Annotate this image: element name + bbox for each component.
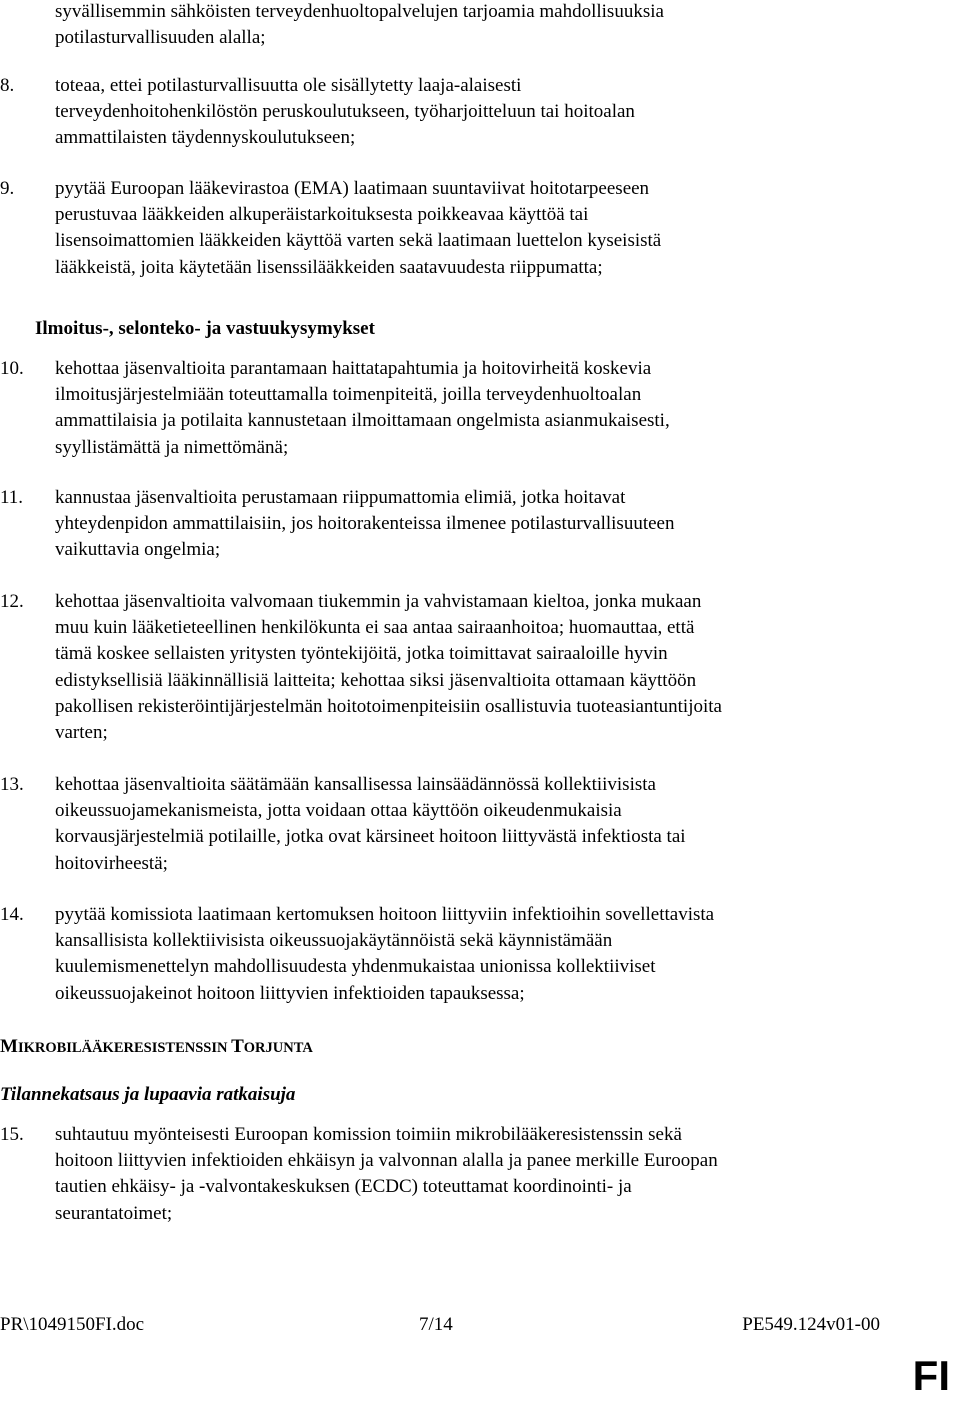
text-line: yhteydenpidon ammattilaisiin, jos hoitorakenteissa ilmenee potilasturvallisuuteen bbox=[55, 513, 675, 535]
paragraph-number: 12. bbox=[0, 591, 24, 612]
paragraph-number: 13. bbox=[0, 774, 24, 795]
paragraph-15 bbox=[0, 1122, 930, 1227]
paragraph-number: 10. bbox=[0, 358, 24, 379]
text-line: lääkkeistä, joita käytetään lisenssilääkkeiden saatavuudesta riippumatta; bbox=[55, 256, 603, 278]
text-line: ilmoitusjärjestelmiään toteuttamalla toimenpiteitä, joilla terveydenhuoltoalan bbox=[55, 384, 642, 406]
text-line: seurantatoimet; bbox=[55, 1202, 173, 1224]
page-footer bbox=[0, 1312, 880, 1338]
text-line: korvausjärjestelmiä potilaille, jotka ovat kärsineet hoitoon liittyvästä infektiosta tai bbox=[55, 826, 686, 848]
subsection-heading: Tilannekatsaus ja lupaavia ratkaisuja bbox=[0, 1084, 296, 1105]
text-line: vaikuttavia ongelmia; bbox=[55, 539, 221, 561]
paragraph-8 bbox=[0, 73, 930, 152]
paragraph-10 bbox=[0, 356, 930, 461]
paragraph-12 bbox=[0, 589, 930, 746]
text-line: tämä koskee sellaisten yritysten työntekijöitä, jotka toimittavat sairaaloille hyvin bbox=[55, 643, 668, 665]
paragraph-number: 8. bbox=[0, 75, 15, 96]
text-line: syyllistämättä ja nimettömänä; bbox=[55, 436, 289, 458]
text-line: tautien ehkäisy- ja -valvontakeskuksen (ECDC) toteuttamat koordinointi- ja bbox=[55, 1176, 632, 1198]
section-heading-cap: T bbox=[231, 1036, 244, 1057]
text-line: oikeussuojakeinot hoitoon liittyvien infektioiden tapauksessa; bbox=[55, 982, 525, 1004]
text-line: pyytää Euroopan lääkevirastoa (EMA) laatimaan suuntaviivat hoitotarpeeseen bbox=[55, 178, 650, 199]
text-line: ammattilaisten täydennyskoulutukseen; bbox=[55, 127, 356, 149]
paragraph-number: 9. bbox=[0, 178, 15, 199]
paragraph-number: 14. bbox=[0, 904, 24, 925]
text-line: pakollisen rekisteröintijärjestelmän hoitotoimenpiteisiin osallistuvia tuoteasiantuntijoita bbox=[55, 695, 722, 717]
language-code: FI bbox=[912, 1352, 950, 1399]
text-line: terveydenhoitohenkilöstön peruskoulutukseen, työharjoitteluun tai hoitoalan bbox=[55, 101, 635, 123]
text-line: varten; bbox=[55, 722, 108, 744]
text-line: hoitovirheestä; bbox=[55, 852, 168, 874]
text-line: kuulemismenettelyn mahdollisuudesta yhdenmukaistaa unionissa kollektiiviset bbox=[55, 956, 656, 978]
paragraph-11 bbox=[0, 485, 930, 564]
text-line: suhtautuu myönteisesti Euroopan komission toimiin mikrobilääkeresistenssin sekä bbox=[55, 1124, 682, 1145]
text-line: kehottaa jäsenvaltioita säätämään kansallisessa lainsäädännössä kollektiivisista bbox=[55, 774, 656, 795]
text-line: ammattilaisia ja potilaita kannustetaan ilmoittamaan ongelmista asianmukaisesti, bbox=[55, 410, 670, 432]
text-line: toteaa, ettei potilasturvallisuutta ole sisällytetty laaja-alaisesti bbox=[55, 75, 522, 96]
text-line: syvällisemmin sähköisten terveydenhuoltopalvelujen tarjoamia mahdollisuuksia bbox=[55, 1, 664, 22]
footer-page-number: 7/14 bbox=[419, 1314, 453, 1335]
section-heading bbox=[0, 1034, 313, 1061]
text-line: kansallisista kollektiivisista oikeussuojakäytännöistä sekä käynnistämään bbox=[55, 930, 613, 952]
footer-reference: PE549.124v01-00 bbox=[742, 1314, 880, 1335]
text-line: lisensoimattomien lääkkeiden käyttöä varten sekä laatimaan luettelon kyseisistä bbox=[55, 230, 662, 252]
text-line: edistyksellisiä lääkinnällisiä laitteita; kehottaa siksi jäsenvaltioita ottamaan käyttöön bbox=[55, 669, 697, 691]
text-line: kannustaa jäsenvaltioita perustamaan riippumattomia elimiä, jotka hoitavat bbox=[55, 487, 626, 508]
text-line: pyytää komissiota laatimaan kertomuksen hoitoon liittyviin infektioihin sovellettavista bbox=[55, 904, 715, 925]
paragraph-13 bbox=[0, 772, 930, 877]
section-heading-smallcaps: ORJUNTA bbox=[243, 1040, 313, 1056]
paragraph-number: 11. bbox=[0, 487, 24, 508]
paragraph-14 bbox=[0, 902, 930, 1007]
section-heading-smallcaps: IKROBILÄÄKERESISTENSSIN bbox=[17, 1040, 232, 1056]
continuation-paragraph bbox=[0, 0, 930, 51]
text-line: muu kuin lääketieteellinen henkilökunta ei saa antaa sairaanhoitoa; huomauttaa, että bbox=[55, 617, 695, 639]
paragraph-9 bbox=[0, 176, 930, 281]
paragraph-number: 15. bbox=[0, 1124, 24, 1145]
footer-document-id: PR\1049150FI.doc bbox=[0, 1314, 145, 1335]
text-line: kehottaa jäsenvaltioita valvomaan tiukemmin ja vahvistamaan kieltoa, jonka mukaan bbox=[55, 591, 702, 612]
text-line: potilasturvallisuuden alalla; bbox=[55, 27, 266, 49]
subheading: Ilmoitus-, selonteko- ja vastuukysymykset bbox=[35, 318, 375, 339]
text-line: kehottaa jäsenvaltioita parantamaan haittatapahtumia ja hoitovirheitä koskevia bbox=[55, 358, 652, 379]
text-line: hoitoon liittyvien infektioiden ehkäisyn ja valvonnan alalla ja panee merkille Euroopan bbox=[55, 1150, 718, 1172]
section-heading-cap: M bbox=[0, 1036, 18, 1057]
text-line: perustuvaa lääkkeiden alkuperäistarkoituksesta poikkeavaa käyttöä tai bbox=[55, 204, 589, 226]
text-line: oikeussuojamekanismeista, jotta voidaan ottaa käyttöön oikeudenmukaisia bbox=[55, 800, 622, 822]
